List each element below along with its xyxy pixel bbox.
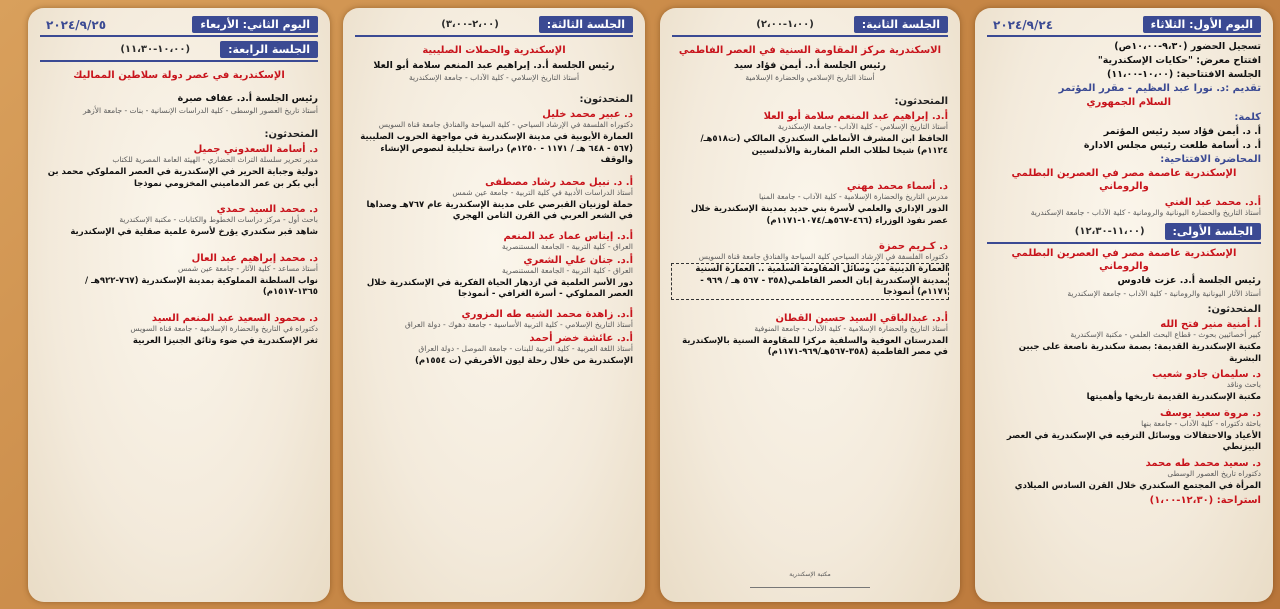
session1-chair: رئيس الجلسة أ.د. عزت قادوس bbox=[1117, 275, 1261, 287]
day2-panel bbox=[28, 8, 330, 602]
session1-banner: الجلسة الأولى: bbox=[1165, 223, 1261, 240]
session1-speakers-label: المتحدثون: bbox=[1207, 304, 1261, 316]
talk-title: المرأة في المجتمع السكندري خلال القرن السادس الميلادي bbox=[1014, 480, 1261, 491]
talk-title: دور الأسر العلمية في ازدهار الحياة الفكرية في الإسكندرية خلال العصر المملوكي - أسرة الغرافي - أنموذجا bbox=[366, 277, 633, 300]
session3-chair: رئيس الجلسة أ.د. إبراهيم عبد المنعم سلامة أبو العلا bbox=[373, 59, 615, 71]
speaker-desc: كبير أخصائيين بحوث - قطاع البحث العلمي - مكتبة الإسكندرية bbox=[1070, 330, 1261, 340]
session1-chair-desc: أستاذ الآثار اليونانية والرومانية - كلية الآداب - جامعة الإسكندرية bbox=[1067, 289, 1261, 299]
talk-title: الأعياد والاحتفالات ووسائل الترفيه في الإسكندرية في العصر البيزنطي bbox=[1006, 430, 1261, 453]
talk-title: العمارة الأيوبية في مدينة الإسكندرية في مواجهة الحروب الصليبية (٥٦٧ - ٦٤٨ هـ / ١١٧١ - ١٢٥٠م) دراسة تحليلية لنصوص الإنشاء والوقف bbox=[360, 132, 633, 166]
session3-title: الإسكندرية والحملات الصليبية bbox=[422, 45, 566, 56]
speeches-label: كلمة: bbox=[1234, 111, 1261, 123]
session1-time: (١١،٠٠-١٢،٣٠) bbox=[1074, 226, 1145, 238]
day2-title: اليوم الثاني: الأربعاء bbox=[192, 16, 318, 33]
speaker-name: د. عبير محمد خليل bbox=[542, 109, 633, 121]
day1-panel bbox=[975, 8, 1273, 602]
speaker-desc: باحث أول - مركز دراسات الخطوط والكتابات - مكتبة الإسكندرية bbox=[119, 215, 318, 225]
speaker-name: أ.د. زاهدة محمد الشيه طه المزوري bbox=[461, 308, 633, 320]
speaker-name: أ. أمنية منير فتح الله bbox=[1160, 319, 1261, 331]
session4-speakers-label: المتحدثون: bbox=[264, 129, 318, 141]
talk-title: الإسكندرية من خلال رحلة ليون الأفريقي (ت ١٥٥٤م) bbox=[415, 355, 633, 366]
talk-title: شاهد قبر سكندري يؤرخ لأسرة علمية صقلية في الإسكندرية bbox=[70, 227, 318, 238]
day2-date: ٢٠٢٤/٩/٢٥ bbox=[46, 17, 107, 32]
session1-title: الإسكندرية عاصمة مصر في العصرين البطلمي والروماني bbox=[1011, 248, 1237, 272]
day1-date: ٢٠٢٤/٩/٢٤ bbox=[993, 17, 1054, 32]
talk-title: المدرستان العوفية والسلفية مركزا للمقاومة السنية بالإسكندرية في مصر الفاطمية (٣٥٨-٥٦٧هـ/٩٦٩-١١٧١م) bbox=[682, 335, 948, 358]
day2-header bbox=[40, 16, 318, 37]
day1-header bbox=[987, 16, 1261, 37]
speaker-name: أ.د. جنان علي الشعري bbox=[523, 254, 633, 266]
speaker-desc: أستاذ الدراسات الأدبية في كلية التربية - جامعة عين شمس bbox=[452, 187, 633, 197]
session4-banner: الجلسة الرابعة: bbox=[220, 41, 318, 58]
opening-session-line: الجلسة الافتتاحية: (١٠،٠٠-١١،٠٠) bbox=[1106, 68, 1261, 80]
anthem-line: السلام الجمهوري bbox=[1086, 97, 1171, 109]
speaker-desc: أستاذ التاريخ الإسلامي - كلية التربية الأساسية - جامعة دهوك - دولة العراق bbox=[404, 319, 633, 329]
speaker-name: أ.د. عبدالباقي السيد حسين القطان bbox=[775, 312, 948, 324]
session4-chair-desc: أستاذ تاريخ العصور الوسطى - كلية الدراسات الإنسانية - بنات - جامعة الأزهر bbox=[83, 106, 318, 116]
speaker-name: د. محمد إبراهيم عبد العال bbox=[191, 252, 318, 264]
speech-1: أ. د. أيمن فؤاد سيد رئيس المؤتمر bbox=[1103, 126, 1261, 138]
speaker-desc: أستاذ مساعد - كلية الآثار - جامعة عين شمس bbox=[177, 263, 318, 273]
speaker-desc: مدير تحرير سلسلة التراث الحضاري - الهيئة العامة المصرية للكتاب bbox=[112, 155, 318, 165]
speaker-name: د. سعيد محمد طه محمد bbox=[1145, 457, 1261, 469]
session3-speakers-label: المتحدثون: bbox=[579, 94, 633, 106]
speaker-name: د. أسامة السعدوني جميل bbox=[193, 144, 318, 156]
talk-title: دولية وجباية الحرير في الإسكندرية في العصر المملوكي محمد بن أبي بكر بن عمر الدماميني المخزومي نموذجا bbox=[47, 167, 318, 189]
talk-title: مكتبة الإسكندرية القديمة تاريخها وأهميتها bbox=[1086, 392, 1261, 403]
speaker-desc: باحث وناقد bbox=[1226, 380, 1261, 390]
session2-banner: الجلسة الثانية: bbox=[854, 16, 948, 33]
session4-title: الإسكندرية في عصر دولة سلاطين المماليك bbox=[73, 70, 285, 81]
library-stamp: مكتبة الإسكندرية bbox=[750, 571, 870, 588]
speaker-desc: دكتوراه الفلسفة في الإرشاد السياحي كلية السياحة والفنادق جامعة قناة السويس bbox=[698, 252, 948, 262]
talk-title: نواب السلطنة المملوكية بمدينة الإسكندرية (٧٦٧-٩٢٢هـ / ١٣٦٥-١٥١٧م) bbox=[85, 275, 318, 298]
presenter-line: تقديم :د. نورا عبد العظيم - مقرر المؤتمر bbox=[1058, 82, 1261, 94]
speaker-desc: العراق - كلية التربية - الجامعة المستنصرية bbox=[501, 265, 633, 275]
break-line: استراحة: (١٢،٣٠-١،٠٠) bbox=[1149, 495, 1261, 507]
session4-chair: رئيس الجلسة أ.د. عفاف صبرة bbox=[177, 92, 318, 104]
speaker-desc: دكتوراه تاريخ العصور الوسطى bbox=[1167, 468, 1261, 478]
speaker-name: أ.د. عائشة خضر أحمد bbox=[529, 332, 633, 344]
speaker-name: د. محمد السيد حمدي bbox=[216, 204, 318, 216]
session2-time: (١،٠٠-٢،٠٠) bbox=[756, 19, 814, 30]
lecture-title: الإسكندرية عاصمة مصر في العصرين البطلمي والروماني bbox=[1011, 168, 1237, 192]
speaker-desc: العراق - كلية التربية - الجامعة المستنصرية bbox=[501, 241, 633, 251]
lecturer-name: أ.د. محمد عبد الغني bbox=[1164, 197, 1261, 209]
speaker-desc: أستاذ التاريخ والحضارة الإسلامية - كلية الآداب - جامعة المنوفية bbox=[754, 323, 948, 333]
speaker-desc: باحثة دكتوراه - كلية الآداب - جامعة بنها bbox=[1141, 418, 1261, 428]
speaker-name: د. سليمان جادو شعيب bbox=[1152, 369, 1261, 381]
registration-line: تسجيل الحضور (٩،٣٠-١٠،٠٠ص) bbox=[1114, 41, 1261, 52]
session1-header bbox=[987, 223, 1261, 244]
speaker-desc: دكتوراه الفلسفة في الإرشاد السياحي - كلية السياحة والفنادق جامعة قناة السويس bbox=[378, 120, 633, 130]
speaker-desc: أستاذ التاريخ الإسلامي - كلية الآداب - جامعة الإسكندرية bbox=[777, 122, 948, 132]
speaker-name: د. أسماء محمد مهني bbox=[846, 181, 948, 193]
session2-speakers-label: المتحدثون: bbox=[894, 96, 948, 108]
lecture-label: المحاضرة الافتتاحية: bbox=[1160, 153, 1261, 165]
speaker-name: د. مروة سعيد يوسف bbox=[1159, 407, 1261, 419]
session3-time: (٢،٠٠-٣،٠٠) bbox=[441, 19, 499, 30]
speaker-name: أ.د. إيناس عماد عبد المنعم bbox=[503, 230, 633, 242]
talk-title: الدور الإداري والعلمي لأسرة بني حديد بمدينة الإسكندرية خلال عصر نفوذ الوزراء (٤٦٦-٥٦٧هـ/١٠٧٤-١١٧١م) bbox=[690, 204, 948, 226]
talk-title: مكتبة الإسكندرية القديمة: بصمة سكندرية ناصعة على جبين البشرية bbox=[1018, 342, 1261, 364]
session2-chair-desc: أستاذ التاريخ الإسلامي والحضارة الإسلامية bbox=[745, 73, 875, 83]
session4-time: (١٠،٠٠-١١،٣٠) bbox=[120, 44, 191, 55]
session3-header bbox=[355, 16, 633, 37]
session3-panel bbox=[343, 8, 645, 602]
speaker-desc: دكتوراه في التاريخ والحضارة الإسلامية - جامعة قناة السويس bbox=[130, 323, 318, 333]
talk-title: حملة لوزنيان القبرصي على مدينة الإسكندرية عام ٧٦٧هـ وصداها في الشعر العربي في القرن الثامن الهجري bbox=[366, 199, 633, 222]
session2-header bbox=[672, 16, 948, 37]
day1-title: اليوم الأول: الثلاثاء bbox=[1143, 16, 1261, 33]
lecturer-desc: أستاذ التاريخ والحضارة اليونانية والرومانية - كلية الآداب - جامعة الإسكندرية bbox=[1030, 208, 1261, 218]
session2-chair: رئيس الجلسة أ.د. أيمن فؤاد سيد bbox=[734, 59, 886, 71]
exhibition-line: افتتاح معرض: "حكايات الإسكندرية" bbox=[1097, 54, 1261, 66]
speaker-name: د. محمود السعيد عبد المنعم السيد bbox=[151, 312, 318, 324]
talk-title: ثغر الإسكندرية في ضوء وثائق الجنيزا العربية bbox=[132, 335, 318, 346]
selected-talk-title[interactable]: العمارة الدينية من وسائل المقاومة السلمية .. العمارة السنية بمدينة الإسكندرية إبان العصر الفاطمي(٣٥٨ - ٥٦٧ هـ / ٩٦٩ - ١١٧١م) أنموذجا bbox=[672, 264, 948, 298]
speaker-desc: أستاذ اللغة العربية - كلية التربية للبنات - جامعة الموصل - دولة العراق bbox=[418, 343, 633, 353]
speaker-name: د. كـريم حمزة bbox=[879, 241, 948, 253]
session3-banner: الجلسة الثالثة: bbox=[539, 16, 633, 33]
session2-title: الاسكندرية مركز المقاومة السنية في العصر الفاطمي bbox=[678, 45, 942, 56]
session2-panel bbox=[660, 8, 960, 602]
session4-header bbox=[40, 41, 318, 62]
speaker-desc: مدرس التاريخ والحضارة الإسلامية - كلية الآداب - جامعة المنيا bbox=[759, 192, 948, 202]
session3-chair-desc: أستاذ التاريخ الإسلامي - كلية الآداب - جامعة الإسكندرية bbox=[408, 73, 580, 83]
speaker-name: أ. د. نبيل محمد رشاد مصطفى bbox=[485, 176, 633, 188]
speaker-name: أ.د. إبراهيم عبد المنعم سلامة أبو العلا bbox=[763, 111, 948, 123]
talk-title: الحافظ ابن المشرف الأنماطي السكندري المالكي (ت٥١٨هـ/١١٢٤م) شيخا لطلاب العلم المغاربة والأندلسيين bbox=[700, 134, 948, 156]
speech-2: أ. د. أسامة طلعت رئيس مجلس الادارة bbox=[1083, 140, 1261, 151]
